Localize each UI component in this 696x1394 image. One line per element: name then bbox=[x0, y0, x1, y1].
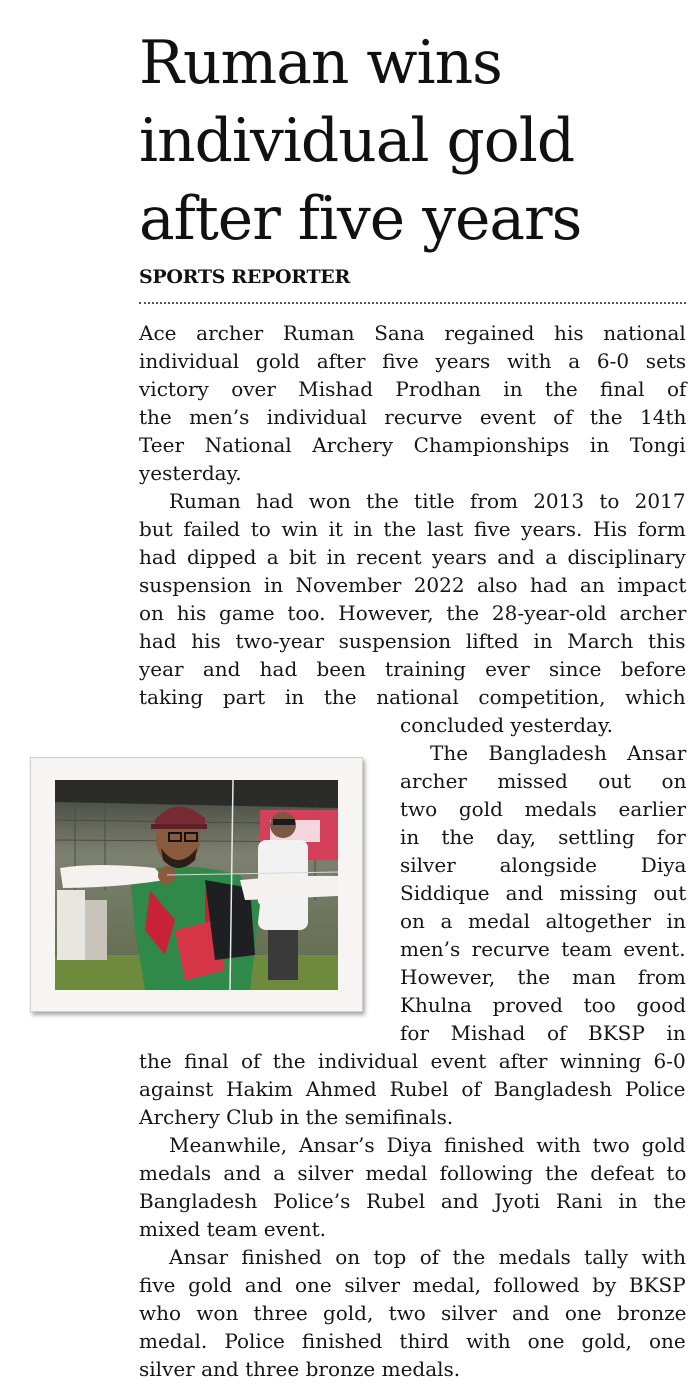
body-line: men’s recurve team event. bbox=[400, 937, 686, 961]
body-line: the men’s individual recurve event of the 14th bbox=[139, 405, 687, 429]
headline bbox=[139, 24, 689, 258]
body-line: Ace archer Ruman Sana regained his national bbox=[139, 321, 686, 345]
body-line: Bangladesh Police’s Rubel and Jyoti Rani in the bbox=[139, 1189, 687, 1213]
body-line: on a medal altogether in bbox=[400, 909, 686, 933]
body-line: yesterday. bbox=[139, 461, 242, 485]
body-line: Khulna proved too good bbox=[400, 993, 687, 1017]
body-line: Meanwhile, Ansar’s Diya finished with two gold bbox=[169, 1133, 686, 1157]
body-line: who won three gold, two silver and one bronze bbox=[139, 1301, 687, 1325]
body-line: mixed team event. bbox=[139, 1217, 327, 1241]
body-line: had his two-year suspension lifted in March this bbox=[139, 629, 686, 653]
body-line: five gold and one silver medal, followed by BKSP bbox=[139, 1273, 686, 1297]
body-line: the final of the individual event after winning 6-0 bbox=[139, 1049, 686, 1073]
body-line: Teer National Archery Championships in Tongi bbox=[139, 433, 686, 457]
body-line: medals and a silver medal following the defeat to bbox=[139, 1161, 687, 1185]
body-line: year and had been training ever since before bbox=[139, 657, 687, 681]
body-line: However, the man from bbox=[400, 965, 686, 989]
body-line: archer missed out on bbox=[400, 769, 687, 793]
body-line: for Mishad of BKSP in bbox=[400, 1021, 686, 1045]
body-line: had dipped a bit in recent years and a disciplinary bbox=[139, 545, 686, 569]
body-line: The Bangladesh Ansar bbox=[430, 741, 687, 765]
body-line: but failed to win it in the last five years. His form bbox=[139, 517, 686, 541]
body-line: silver and three bronze medals. bbox=[139, 1357, 461, 1381]
body-line: Ansar finished on top of the medals tally with bbox=[169, 1245, 687, 1269]
headline-line: individual gold bbox=[139, 106, 575, 176]
body-line: individual gold after five years with a 6-0 sets bbox=[139, 349, 687, 373]
body-line: suspension in November 2022 also had an impact bbox=[139, 573, 687, 597]
body-line: silver alongside Diya bbox=[400, 853, 687, 877]
body-line: victory over Mishad Prodhan in the final of bbox=[139, 377, 687, 401]
body-line: medal. Police finished third with one gold, one bbox=[139, 1329, 686, 1353]
body-line: Siddique and missing out bbox=[400, 881, 687, 905]
body-line: Ruman had won the title from 2013 to 2017 bbox=[169, 489, 686, 513]
byline: SPORTS REPORTER bbox=[139, 266, 350, 288]
body-line: two gold medals earlier bbox=[400, 797, 686, 821]
body-line: against Hakim Ahmed Rubel of Bangladesh Police bbox=[139, 1077, 686, 1101]
headline-line: Ruman wins bbox=[139, 28, 502, 98]
byline-divider bbox=[139, 302, 686, 304]
body-line: Archery Club in the semifinals. bbox=[139, 1105, 454, 1129]
body-line: concluded yesterday. bbox=[400, 713, 613, 737]
body-line: on his game too. However, the 28-year-old archer bbox=[139, 601, 687, 625]
body-line: in the day, settling for bbox=[400, 825, 686, 849]
headline-line: after five years bbox=[139, 184, 582, 254]
body-line: taking part in the national competition, which bbox=[139, 685, 686, 709]
archer-photo bbox=[55, 780, 338, 990]
photo-frame bbox=[30, 757, 363, 1012]
